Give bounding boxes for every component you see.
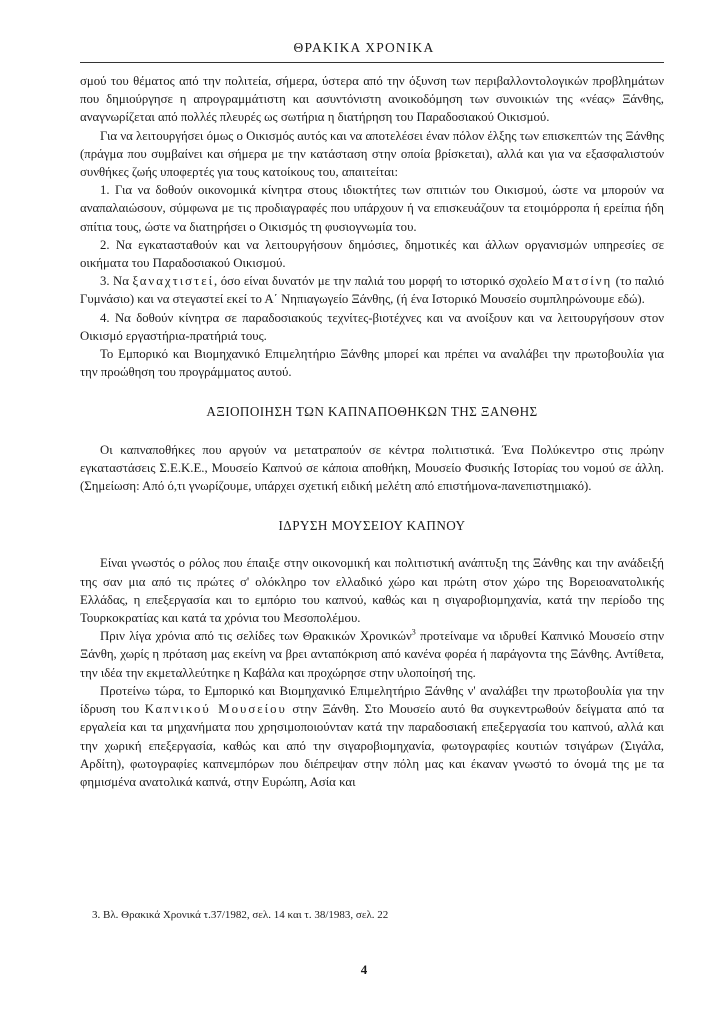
paragraph: Για να λειτουργήσει όμως ο Οικισμός αυτός και να αποτελέσει έναν πόλον έλξης των επισκεπτών της Ξάνθης (πράγμα που συμβαίνει και σήμερα με την κατάσταση στην οποία βρίσκεται), αλλά και για να εξασφαλιστούν συνθήκες ζωής υποφερτές για τους κατοίκους του, απαιτείται: xyxy=(80,128,664,180)
paragraph-text: προτείναμε να ιδρυθεί Καπνικό Μουσείο στην Ξάνθη, χωρίς η πρόταση μας εκείνη να βρει ανταπόκριση από κανένα φορέα ή παράγοντα της Ξάνθης. Αντίθετα, την ιδέα την εκμεταλλεύτηκε η Καβάλα και προχώρησε στην υλοποίησή της. xyxy=(80,629,664,680)
list-item xyxy=(80,272,664,308)
paragraph-text: στην Ξάνθη. Στο Μουσείο αυτό θα συγκεντρωθούν δείγματα από τα εργαλεία και τα μηχανήματα που χρησιμοποιούνταν κατά την παραδοσιακή επεξεργασία του καπνού, αλλά και την χωρική επεξεργασία, καθώς και από την σιγαροβιομηχανία, φωτογραφίες κουτιών τσιγάρων (Σιγάλα, Αρδίτη), φωτογραφίες καπνεμπόρων που διέπρεψαν στην πόλη μας και έκαναν γνωστό το όνομά της με τα φημισμένα ανατολικά καπνά, στην Ευρώπη, Ασία και xyxy=(80,702,665,789)
paragraph-text: Προτείνω τώρα, το Εμπορικό και Βιομηχανικό Επιμελητήριο Ξάνθης ν' αναλάβει την πρωτοβουλία για την ίδρυση του xyxy=(80,683,664,717)
list-item-text: , όσο είναι δυνατόν με την παλιά του μορφή το ιστορικό σχολείο xyxy=(214,274,553,289)
paragraph: σμού του θέματος από την πολιτεία, σήμερα, ύστερα από την όξυνση των περιβαλλοντολογικών προβλημάτων που δημιούργησε η απρογραμμάτιστη και ασυντόνιστη ανοικοδόμηση των συνοικιών της «νέας» Ξάνθης, αναγνωρίζεται από πολλές πλευρές ως σωτήρια η διατήρηση του Παραδοσιακού Οικισμού. xyxy=(80,74,664,125)
list-item: 2. Να εγκατασταθούν και να λειτουργήσουν δημόσιες, δημοτικές και άλλων οργανισμών υπηρεσίες σε οικήματα του Παραδοσιακού Οικισμού. xyxy=(80,237,664,271)
emphasized-text: Καπνικού Μουσείου xyxy=(144,702,287,717)
paragraph: Το Εμπορικό και Βιομηχανικό Επιμελητήριο Ξάνθης μπορεί και πρέπει να αναλάβει την πρωτοβουλία για την προώθηση του προγράμματος αυτού. xyxy=(80,347,664,380)
paragraph: Είναι γνωστός ο ρόλος που έπαιξε στην οικονομική και πολιτιστική ανάπτυξη της Ξάνθης και την ανάδειξή της σαν μια από τις πρώτες σ' ολόκληρο τον ελλαδικό χώρο και πρώτη στον χώρο της Βορειοανατολικής Ελλάδας, η επεξεργασία και το εμπόριο του καπνού, καθώς και η σιγαροβιομηχανία, κατά την περίοδο της Τουρκοκρατίας και κατά τα χρόνια του Μεσοπολέμου. xyxy=(80,556,664,626)
paragraph-text: Πριν λίγα χρόνια από τις σελίδες των Θρακικών Χρονικών xyxy=(100,629,412,644)
list-item-text: 3. Να xyxy=(100,274,133,289)
footnote-reference: 3 xyxy=(411,628,416,638)
paragraph xyxy=(80,627,664,682)
running-title: ΘΡΑΚΙΚΑ ΧΡΟΝΙΚΑ xyxy=(293,40,435,55)
paragraph: Οι καπναποθήκες που αργούν να μετατραπούν σε κέντρα πολιτιστικά. Ένα Πολύκεντρο στις πρώην εγκαταστάσεις Σ.Ε.Κ.Ε., Μουσείο Καπνού σε κάποια αποθήκη, Μουσείο Φυσικής Ιστορίας του νομού σε άλλη. (Σημείωση: Από ό,τι γνωρίζουμε, υπάρχει σχετική ειδική μελέτη από επιστήμονα-πανεπιστημιακό). xyxy=(80,442,664,494)
body-text xyxy=(80,72,664,791)
header-rule xyxy=(80,62,664,63)
list-item: 1. Για να δοθούν οικονομικά κίνητρα στους ιδιοκτήτες των σπιτιών του Οικισμού, ώστε να μπορούν να αναπαλαιώσουν, σύμφωνα με τις προδιαγραφές που υπάρχουν ή να επισκευάζουν τα ετοιμόρροπα ή ερείπια ήδη σπίτια τους, ώστε να διατηρήσει ο Οικισμός τη φυσιογνωμία του. xyxy=(80,183,664,234)
paragraph xyxy=(80,682,664,791)
emphasized-text: ξαναχτιστεί xyxy=(132,274,215,289)
list-item: 4. Να δοθούν κίνητρα σε παραδοσιακούς τεχνίτες-βιοτέχνες και να ανοίξουν και να λειτουργήσουν στον Οικισμό εργαστήρια-πρατήριά τους. xyxy=(80,310,664,343)
section-heading: ΑΞΙΟΠΟΙΗΣΗ ΤΩΝ ΚΑΠΝΑΠΟΘΗΚΩΝ ΤΗΣ ΞΑΝΘΗΣ xyxy=(206,404,538,420)
list-item-text: (το παλιό Γυμνάσιο) και να στεγαστεί εκεί το Α΄ Νηπιαγωγείο Ξάνθης, (ή ένα Ιστορικό Μουσείο συμπληρώνουμε εδώ). xyxy=(80,274,664,307)
section-heading: ΙΔΡΥΣΗ ΜΟΥΣΕΙΟΥ ΚΑΠΝΟΥ xyxy=(278,518,466,534)
page-number: 4 xyxy=(360,962,368,977)
footnote: 3. Βλ. Θρακικά Χρονικά τ.37/1982, σελ. 14 και τ. 38/1983, σελ. 22 xyxy=(92,909,389,921)
emphasized-text: Ματσίνη xyxy=(552,274,613,289)
